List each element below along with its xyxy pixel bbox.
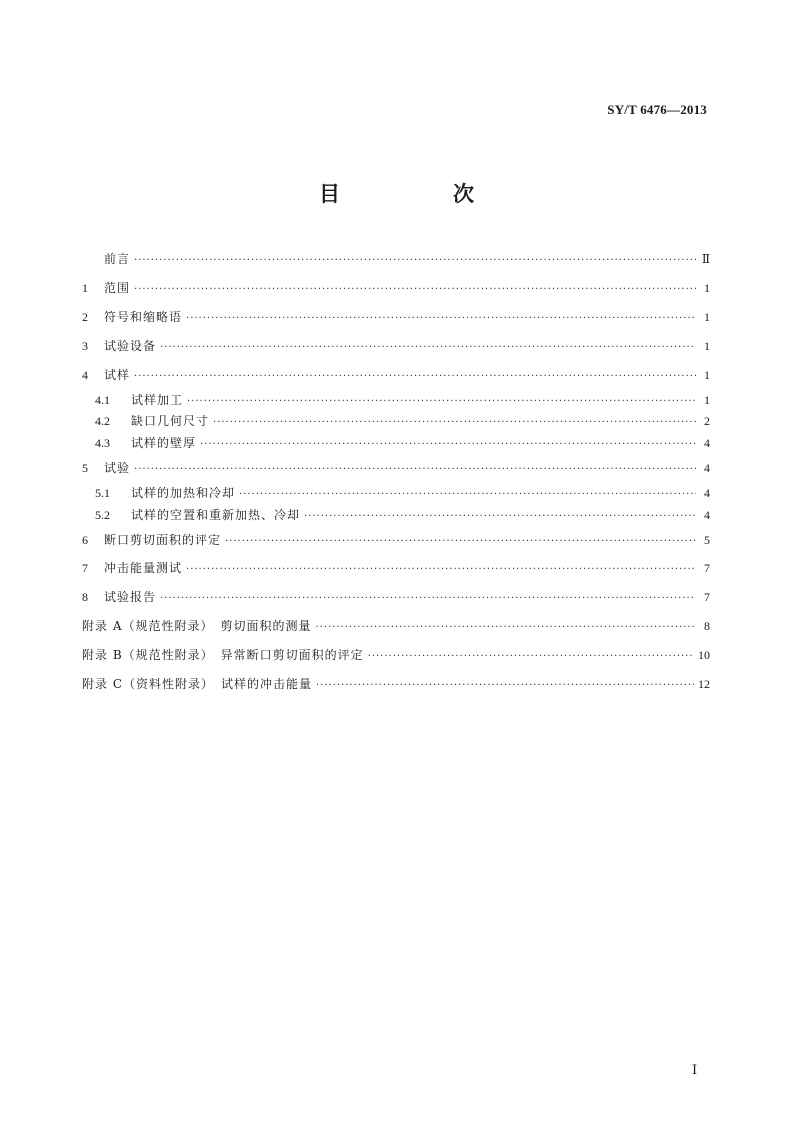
dot-leader xyxy=(186,310,696,328)
toc-entry[interactable] xyxy=(82,279,710,297)
page-number: Ⅰ xyxy=(692,1062,698,1077)
dot-leader xyxy=(200,436,696,454)
toc-entry[interactable] xyxy=(82,559,710,577)
toc-entry[interactable] xyxy=(95,412,710,430)
toc-entry-label: 冲击能量测试 xyxy=(104,561,183,575)
toc-entry-number: 4 xyxy=(82,368,88,382)
toc-entry[interactable] xyxy=(82,675,710,693)
toc-entry-page: 4 xyxy=(704,461,710,475)
toc-entry-label: 前言 xyxy=(104,252,131,266)
toc-entry-label: 试验设备 xyxy=(104,339,157,353)
dot-leader xyxy=(315,619,696,637)
toc-entry[interactable] xyxy=(95,434,710,452)
toc-entry[interactable] xyxy=(95,391,710,409)
toc-entry-page: 4 xyxy=(704,486,710,500)
toc-entry-label: 试样的加热和冷却 xyxy=(131,486,236,500)
dot-leader xyxy=(134,281,696,299)
toc-entry-number: 7 xyxy=(82,561,88,575)
toc-entry-page: 7 xyxy=(704,561,710,575)
dot-leader xyxy=(134,368,696,386)
toc-entry-number: 4.3 xyxy=(95,436,110,450)
dot-leader xyxy=(160,339,696,357)
toc-entry[interactable] xyxy=(82,617,710,635)
toc-entry[interactable] xyxy=(82,308,710,326)
toc-entry-label: 符号和缩略语 xyxy=(104,310,183,324)
toc-entry-page: 4 xyxy=(704,436,710,450)
toc-entry[interactable] xyxy=(82,588,710,606)
toc-entry-page: 5 xyxy=(704,533,710,547)
toc-entry[interactable] xyxy=(82,250,710,268)
toc-entry-number: 5.1 xyxy=(95,486,110,500)
toc-entry-page: 12 xyxy=(698,677,710,691)
toc-entry-label: 试样 xyxy=(104,368,131,382)
document-code: SY/T 6476—2013 xyxy=(607,102,707,117)
toc-entry-page: 10 xyxy=(698,648,710,662)
dot-leader xyxy=(368,648,694,666)
dot-leader xyxy=(225,533,696,551)
dot-leader xyxy=(160,590,696,608)
toc-entry[interactable] xyxy=(95,484,710,502)
toc-entry-label: 断口剪切面积的评定 xyxy=(104,533,222,547)
toc-entry[interactable] xyxy=(95,506,710,524)
toc-entry-number: 3 xyxy=(82,339,88,353)
dot-leader xyxy=(187,393,696,411)
toc-entry[interactable] xyxy=(82,337,710,355)
dot-leader xyxy=(134,461,696,479)
toc-entry-label: 缺口几何尺寸 xyxy=(131,414,210,428)
toc-entry-label: 试验 xyxy=(104,461,131,475)
toc-entry-page: 2 xyxy=(704,414,710,428)
toc-entry-number: 8 xyxy=(82,590,88,604)
toc-entry[interactable] xyxy=(82,531,710,549)
toc-entry-number: 2 xyxy=(82,310,88,324)
toc-entry[interactable] xyxy=(82,646,710,664)
toc-entry-label: 附录 A（规范性附录） 剪切面积的测量 xyxy=(82,619,312,633)
toc-entry-number: 5 xyxy=(82,461,88,475)
toc-entry-number: 1 xyxy=(82,281,88,295)
dot-leader xyxy=(304,508,696,526)
toc-entry-label: 范围 xyxy=(104,281,131,295)
toc-entry-label: 试样的空置和重新加热、冷却 xyxy=(131,508,301,522)
toc-entry-page: 1 xyxy=(704,310,710,324)
toc-entry-number: 4.2 xyxy=(95,414,110,428)
toc-entry-page: 1 xyxy=(704,281,710,295)
toc-title: 目 次 xyxy=(319,182,520,206)
toc-entry-number: 4.1 xyxy=(95,393,110,407)
dot-leader xyxy=(186,561,696,579)
toc-entry[interactable] xyxy=(82,366,710,384)
toc-entry-page: 8 xyxy=(704,619,710,633)
toc-entry-page: 1 xyxy=(704,393,710,407)
dot-leader xyxy=(134,252,696,270)
toc-entry-page: 1 xyxy=(704,339,710,353)
toc-entry-page: 4 xyxy=(704,508,710,522)
toc-entry-label: 附录 C（资料性附录） 试样的冲击能量 xyxy=(82,677,312,691)
dot-leader xyxy=(213,414,696,432)
toc-entry-label: 试验报告 xyxy=(104,590,157,604)
toc-entry-page: Ⅱ xyxy=(701,252,710,266)
toc-entry[interactable] xyxy=(82,459,710,477)
dot-leader xyxy=(239,486,696,504)
dot-leader xyxy=(316,677,694,695)
toc-entry-label: 试样的壁厚 xyxy=(131,436,197,450)
toc-entry-label: 试样加工 xyxy=(131,393,184,407)
toc-entry-number: 5.2 xyxy=(95,508,110,522)
toc-entry-page: 1 xyxy=(704,368,710,382)
toc-entry-label: 附录 B（规范性附录） 异常断口剪切面积的评定 xyxy=(82,648,364,662)
toc-entry-page: 7 xyxy=(704,590,710,604)
toc-entry-number: 6 xyxy=(82,533,88,547)
